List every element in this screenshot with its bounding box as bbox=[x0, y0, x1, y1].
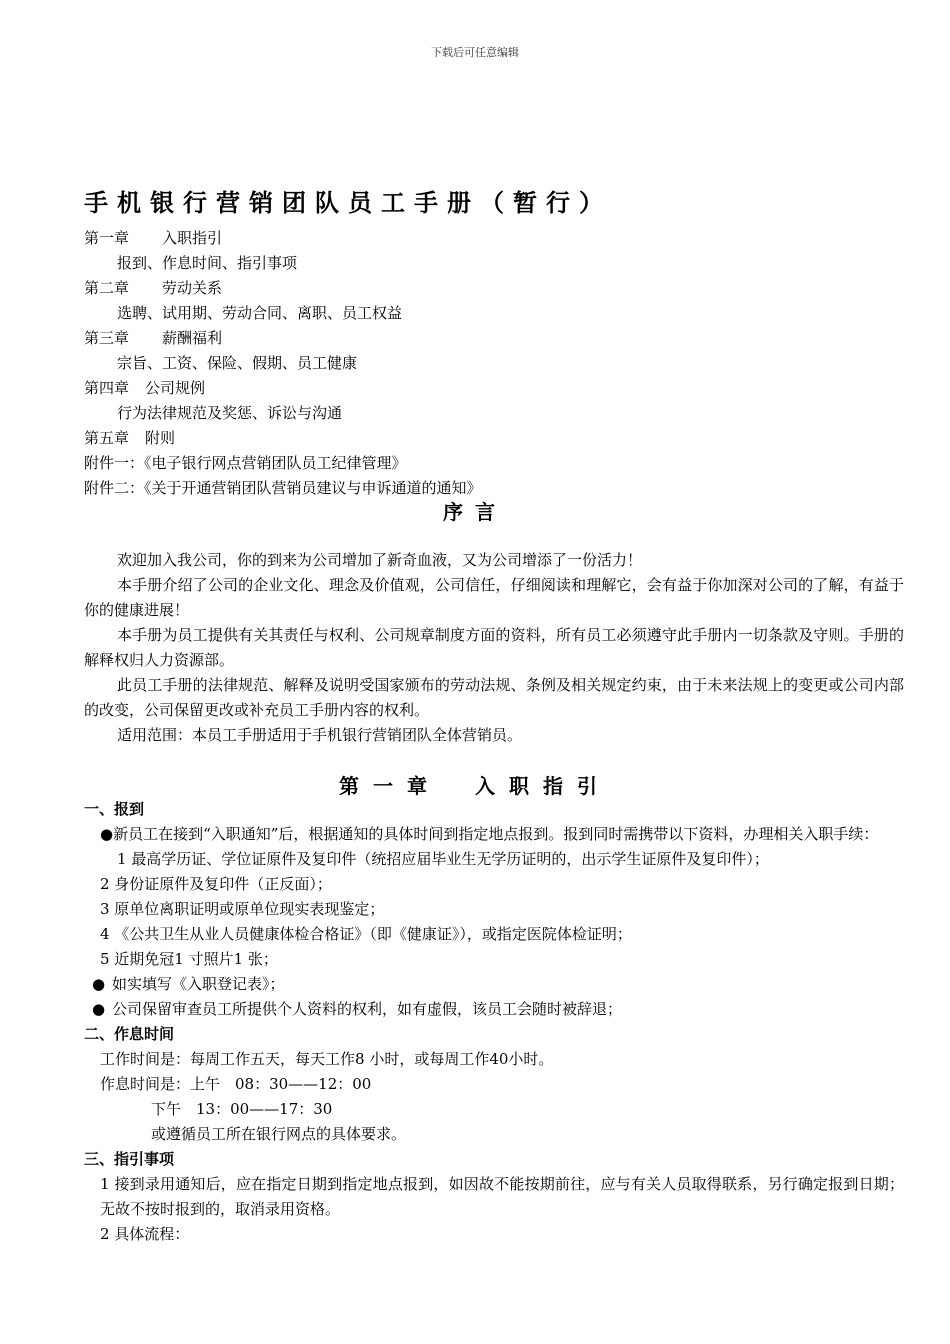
toc-chapter-4: 第四章 公司规例 bbox=[84, 379, 206, 397]
rest-hours-am: 作息时间是：上午 08：30——12：00 bbox=[100, 1075, 372, 1093]
toc-chapter-2: 第二章 劳动关系 bbox=[84, 279, 223, 297]
preface-title: 序言 bbox=[443, 500, 507, 524]
checkin-item-3: 3 原单位离职证明或原单位现实表现鉴定； bbox=[100, 900, 385, 918]
toc-attachment-1: 附件一：《电子银行网点营销团队员工纪律管理》 bbox=[84, 454, 407, 472]
preface-paragraph: 欢迎加入我公司，你的到来为公司增加了新奇血液，又为公司增添了一份活力！ bbox=[117, 551, 643, 569]
preface-paragraph: 本手册为员工提供有关其责任与权利、公司规章制度方面的资料，所有员工必须遵守此手册内一切条款及守则。手册的解释权归人力资源部。 bbox=[84, 626, 904, 669]
toc-sub-3: 宗旨、工资、保险、假期、员工健康 bbox=[117, 354, 358, 372]
preface-body bbox=[84, 548, 904, 748]
chapter-1-body bbox=[84, 797, 904, 1247]
chapter-1-title: 第一章 入职指引 bbox=[339, 774, 611, 798]
preface-paragraph: 适用范围：本员工手册适用于手机银行营销团队全体营销员。 bbox=[117, 726, 523, 744]
preface-paragraph: 此员工手册的法律规范、解释及说明受国家颁布的劳动法规、条例及相关规定约束，由于未来法规上的变更或公司内部的改变，公司保留更改或补充员工手册内容的权利。 bbox=[84, 676, 904, 719]
bullet-icon: ● bbox=[92, 975, 106, 993]
section-heading-checkin: 一、报到 bbox=[84, 800, 145, 818]
toc-sub-2: 选聘、试用期、劳动合同、离职、员工权益 bbox=[117, 304, 403, 322]
bullet-icon: ● bbox=[92, 1000, 106, 1018]
toc-chapter-3: 第三章 薪酬福利 bbox=[84, 329, 223, 347]
section-heading-guidance: 三、指引事项 bbox=[84, 1150, 175, 1168]
checkin-item-4: 4 《公共卫生从业人员健康体检合格证》（即《健康证》），或指定医院体检证明； bbox=[100, 925, 632, 943]
guidance-item-2: 2 具体流程： bbox=[100, 1225, 190, 1243]
checkin-item-5: 5 近期免冠1 寸照片1 张； bbox=[100, 950, 278, 968]
toc-sub-1: 报到、作息时间、指引事项 bbox=[117, 254, 298, 272]
document-title: 手机银行营销团队员工手册（暂行） bbox=[84, 188, 612, 217]
guidance-item-1: 1 接到录用通知后，应在指定日期到指定地点报到，如因故不能按期前往，应与有关人员取得联系，另行确定报到日期；无故不按时报到的，取消录用资格。 bbox=[100, 1175, 904, 1218]
toc-chapter-1: 第一章 入职指引 bbox=[84, 229, 223, 247]
toc-attachment-2: 附件二：《关于开通营销团队营销员建议与申诉通道的通知》 bbox=[84, 479, 482, 497]
rest-hours-pm: 下午 13：00——17：30 bbox=[151, 1100, 333, 1118]
toc-sub-4: 行为法律规范及奖惩、诉讼与沟通 bbox=[117, 404, 343, 422]
checkin-item-1: 1 最高学历证、学位证原件及复印件（统招应届毕业生无学历证明的，出示学生证原件及复印件）； bbox=[117, 850, 769, 868]
page-header: 下载后可任意编辑 bbox=[431, 46, 519, 59]
toc-chapter-5: 第五章 附则 bbox=[84, 429, 176, 447]
section-heading-schedule: 二、作息时间 bbox=[84, 1025, 175, 1043]
checkin-bullet-1: ● 如实填写《入职登记表》； bbox=[84, 972, 904, 997]
checkin-intro: ●新员工在接到“入职通知”后，根据通知的具体时间到指定地点报到。报到同时需携带以下资料，办理相关入职手续： bbox=[100, 825, 879, 843]
table-of-contents bbox=[84, 226, 914, 501]
work-hours: 工作时间是：每周工作五天，每天工作8 小时，或每周工作40小时。 bbox=[100, 1050, 554, 1068]
checkin-item-2: 2 身份证原件及复印件（正反面）； bbox=[100, 875, 332, 893]
checkin-bullet-2: ● 公司保留审查员工所提供个人资料的权利，如有虚假，该员工会随时被辞退； bbox=[84, 997, 904, 1022]
preface-paragraph: 本手册介绍了公司的企业文化、理念及价值观，公司信任，仔细阅读和理解它，会有益于你加深对公司的了解，有益于你的健康进展！ bbox=[84, 576, 904, 619]
rest-hours-note: 或遵循员工所在银行网点的具体要求。 bbox=[151, 1125, 407, 1143]
